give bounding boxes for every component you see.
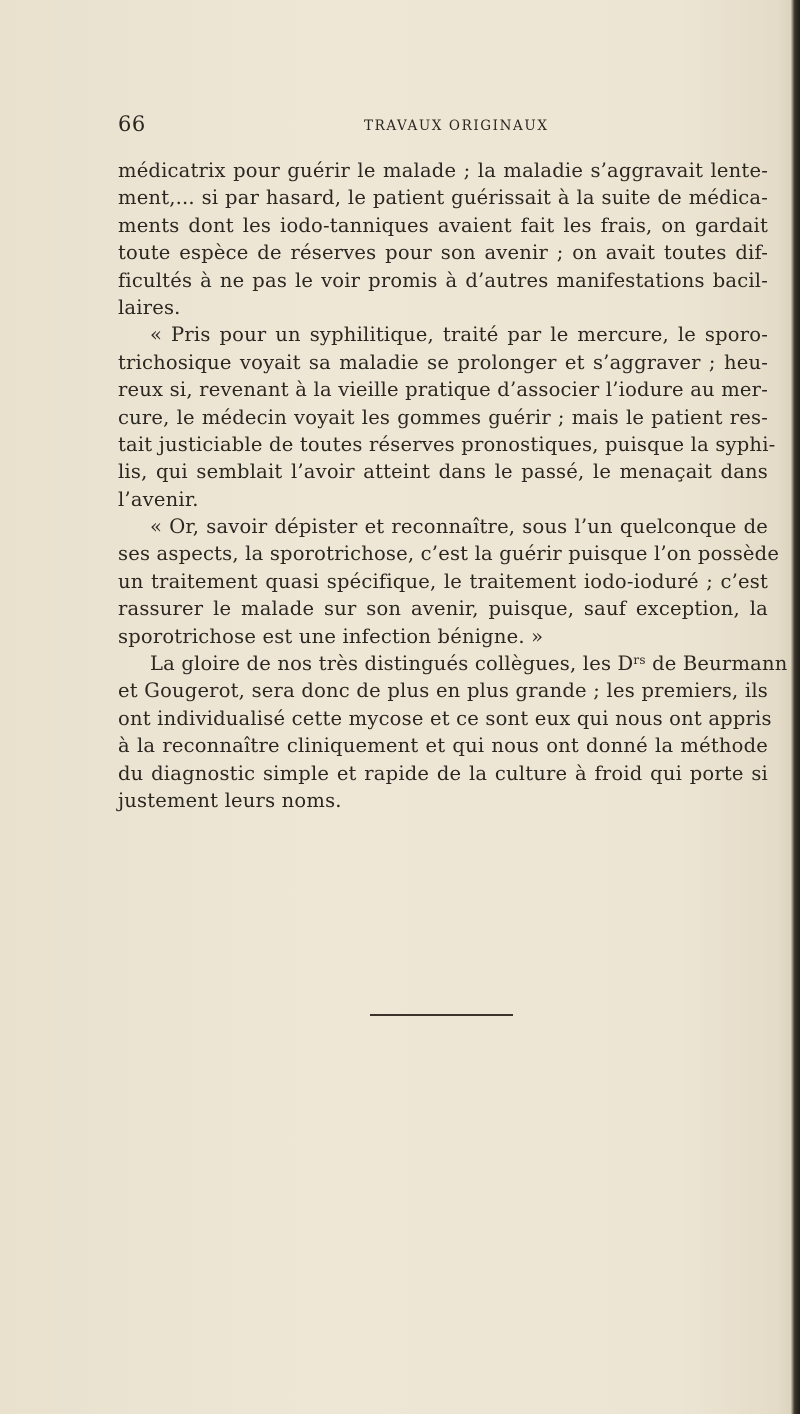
page-number: 66 bbox=[118, 112, 146, 136]
text-line: « Or, savoir dépister et reconnaître, sous l’un quelconque de bbox=[150, 515, 768, 539]
text-line: tait justiciable de toutes réserves pronostiques, puisque la syphi- bbox=[118, 432, 776, 456]
text-line: ont individualisé cette mycose et ce sont eux qui nous ont appris bbox=[118, 706, 772, 730]
text-line: justement leurs noms. bbox=[118, 788, 342, 812]
text-run: de Beurmann bbox=[645, 652, 788, 676]
text-line: l’avenir. bbox=[118, 487, 199, 511]
book-binding-edge bbox=[791, 0, 800, 1414]
text-line: trichosique voyait sa maladie se prolonger et s’aggraver ; heu- bbox=[118, 350, 768, 374]
running-title: TRAVAUX ORIGINAUX bbox=[364, 118, 549, 134]
text-line-with-superscript bbox=[118, 650, 788, 677]
text-line: ficultés à ne pas le voir promis à d’autres manifestations bacil- bbox=[118, 268, 768, 292]
text-line: à la reconnaître cliniquement et qui nous ont donné la méthode bbox=[118, 734, 768, 758]
running-head bbox=[118, 112, 768, 142]
text-run: La gloire de nos très distingués collègues, les D bbox=[150, 652, 634, 676]
text-line: « Pris pour un syphilitique, traité par le mercure, le sporo- bbox=[150, 323, 768, 347]
text-line: du diagnostic simple et rapide de la culture à froid qui porte si bbox=[118, 761, 768, 785]
text-line: cure, le médecin voyait les gommes guérir ; mais le patient res- bbox=[118, 405, 768, 429]
text-line: rassurer le malade sur son avenir, puisque, sauf exception, la bbox=[118, 597, 768, 621]
text-line: ment,... si par hasard, le patient guérissait à la suite de médica- bbox=[118, 186, 768, 210]
text-line: médicatrix pour guérir le malade ; la maladie s’aggravait lente- bbox=[118, 159, 768, 182]
end-of-article-rule bbox=[370, 1014, 513, 1016]
text-line: et Gougerot, sera donc de plus en plus grande ; les premiers, ils bbox=[118, 679, 768, 703]
text-line: reux si, revenant à la vieille pratique d’associer l’iodure au mer- bbox=[118, 378, 768, 402]
text-line: sporotrichose est une infection bénigne. » bbox=[118, 624, 544, 648]
text-line: lis, qui semblait l’avoir atteint dans le passé, le menaçait dans bbox=[118, 460, 768, 484]
body-text bbox=[118, 157, 788, 814]
text-line: ments dont les iodo-tanniques avaient fait les frais, on gardait bbox=[118, 213, 768, 237]
text-line: ses aspects, la sporotrichose, c’est la guérir puisque l’on possède bbox=[118, 542, 780, 566]
superscript: rs bbox=[633, 653, 646, 668]
text-line: toute espèce de réserves pour son avenir ; on avait toutes dif- bbox=[118, 241, 768, 265]
text-line: laires. bbox=[118, 295, 181, 319]
text-line: un traitement quasi spécifique, le traitement iodo-ioduré ; c’est bbox=[118, 569, 768, 593]
